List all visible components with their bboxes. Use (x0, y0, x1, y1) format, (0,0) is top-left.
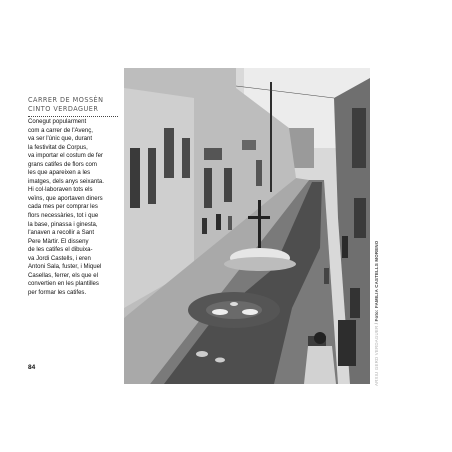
heading-divider (28, 116, 118, 117)
section-heading-line-1: CARRER DE MOSSÈN (28, 95, 104, 104)
body-line: imatges, dels anys seixanta. (28, 178, 104, 185)
street-photo-illustration (124, 68, 370, 384)
body-line: la festivitat de Corpus, (28, 144, 88, 151)
section-heading (28, 96, 120, 113)
body-line: les que apareixen a les (28, 170, 91, 177)
body-line: convertien en les plantilles (28, 281, 99, 288)
archive-credit: ARXIU GERD VERDAGUER (374, 325, 379, 386)
street-photo (124, 68, 370, 384)
body-line: cada mes per comprar les (28, 204, 98, 211)
body-line: Conegut popularment (28, 119, 87, 125)
body-paragraph (28, 118, 122, 297)
body-line: com a carrer de l'Avenç, (28, 127, 93, 134)
section-heading-line-2: CINTO VERDAGUER (28, 103, 99, 113)
body-line: de les catifes el dibuixa- (28, 247, 93, 254)
body-line: per formar les catifes. (28, 289, 87, 296)
body-line: Antoni Sala, fuster, i Miquel (28, 264, 102, 271)
body-line: Pere Màrtir. El disseny (28, 238, 89, 245)
body-line: va importar el costum de fer (28, 153, 103, 160)
photo-credit: ARXIU GERD VERDAGUER / Foto: FAMILIA CASTELLS MORENO (374, 240, 379, 386)
body-line: Hi col·laboraven tots els (28, 187, 93, 194)
body-line: flors necessàries, tot i que (28, 213, 99, 220)
body-line: Casellas, ferrer, els que el (28, 272, 98, 279)
body-line: grans catifes de flors com (28, 161, 97, 168)
photographer-credit: Foto: FAMILIA CASTELLS MORENO (374, 240, 379, 322)
body-line: l'anaven a recollir a Sant (28, 230, 95, 237)
body-line: la base, pinassa i ginesta, (28, 221, 98, 228)
page-number: 84 (28, 364, 36, 371)
body-line: va ser l'únic que, durant (28, 136, 93, 143)
body-line: veïns, que aportaven diners (28, 195, 103, 202)
body-line: va Jordi Castells, i eren (28, 255, 91, 262)
